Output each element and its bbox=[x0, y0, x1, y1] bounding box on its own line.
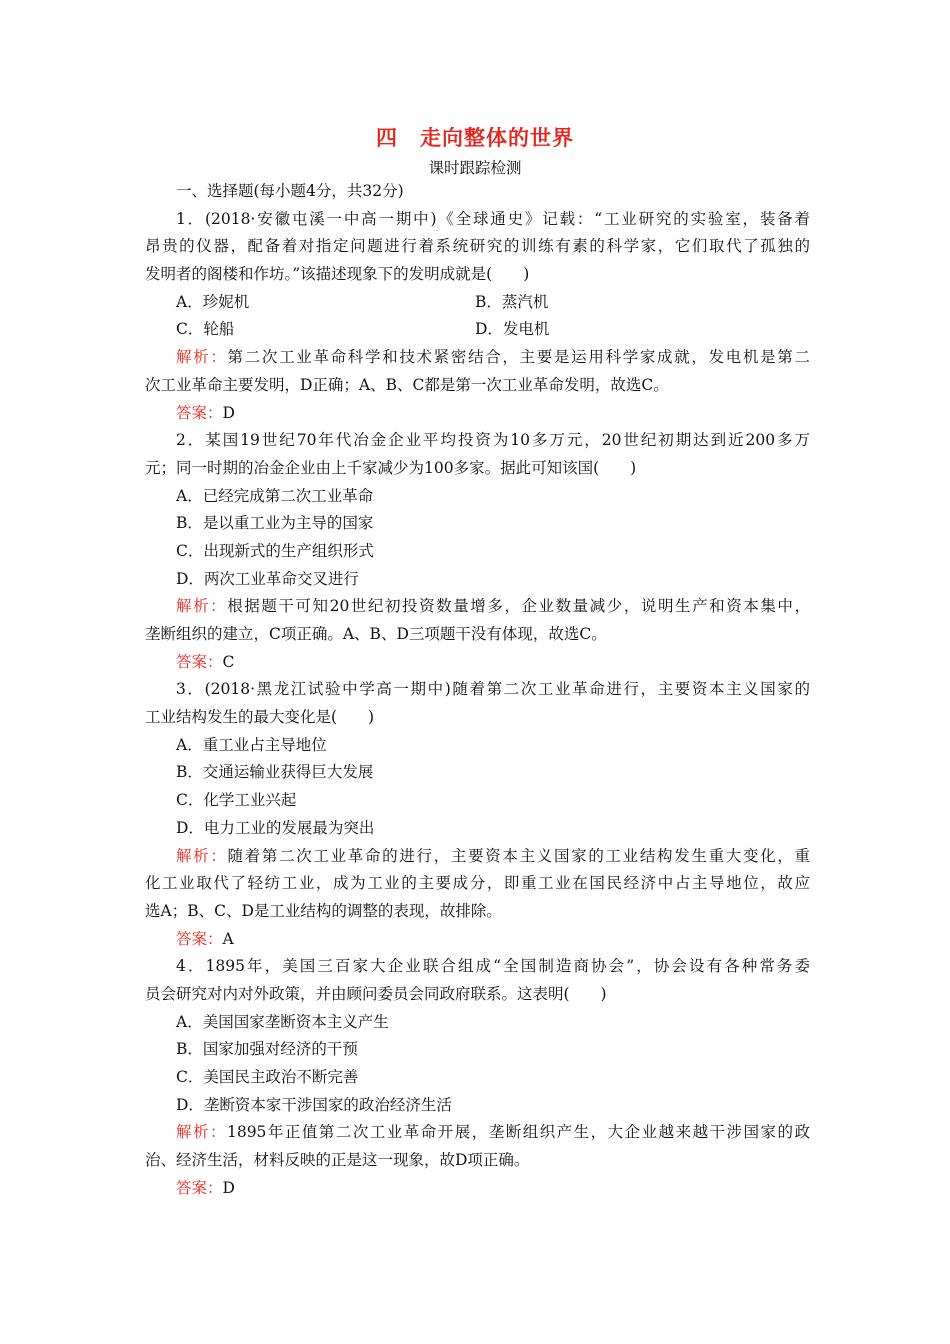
option-a: A．美国国家垄断资本主义产生 bbox=[176, 1012, 389, 1031]
question-stem-line: 元；同一时期的冶金企业由上千家减少为100多家。据此可知该国( ) bbox=[145, 458, 637, 477]
option-a: A．珍妮机 bbox=[176, 292, 250, 311]
question-list bbox=[145, 178, 810, 1202]
option-c: C．轮船 bbox=[176, 320, 235, 339]
option-row bbox=[145, 316, 810, 344]
answer-line bbox=[145, 649, 810, 677]
option-a: A．已经完成第二次工业革命 bbox=[176, 486, 374, 505]
question-stem-line: 昂贵的仪器，配备着对指定问题进行着系统研究的训练有素的科学家，它们取代了孤独的 bbox=[145, 237, 810, 256]
answer-label: 答案： bbox=[176, 652, 223, 671]
answer-line bbox=[145, 1175, 810, 1203]
question-1 bbox=[145, 206, 810, 428]
analysis-line bbox=[145, 1119, 810, 1147]
option-a: A．重工业占主导地位 bbox=[176, 735, 327, 754]
analysis-text: 1895年正值第二次工业革命开展，垄断组织产生，大企业越来越干涉国家的政 bbox=[226, 1123, 810, 1142]
analysis-label: 解析： bbox=[176, 846, 228, 865]
option-b: B．交通运输业获得巨大发展 bbox=[176, 763, 374, 782]
option-b: B．蒸汽机 bbox=[475, 292, 549, 311]
option-d: D．垄断资本家干涉国家的政治经济生活 bbox=[176, 1095, 452, 1114]
analysis-line: 次工业革命主要发明，D正确；A、B、C都是第一次工业革命发明，故选C。 bbox=[145, 375, 669, 394]
question-3 bbox=[145, 676, 810, 953]
title-number: 四 bbox=[376, 125, 398, 150]
analysis-label: 解析： bbox=[176, 348, 228, 367]
analysis-text: 根据题干可知20世纪初投资数量增多，企业数量减少，说明生产和资本集中， bbox=[227, 597, 810, 616]
option-b: B．国家加强对经济的干预 bbox=[176, 1040, 358, 1059]
answer-label: 答案： bbox=[176, 403, 223, 422]
answer-line bbox=[145, 926, 810, 954]
option-row bbox=[145, 289, 810, 317]
option-d: D．两次工业革命交叉进行 bbox=[176, 569, 359, 588]
question-stem-line: 员会研究对内对外政策，并由顾问委员会同政府联系。这表明( ) bbox=[145, 984, 607, 1003]
question-stem-line: 2．某国19世纪70年代冶金企业平均投资为10多万元，20世纪初期达到近200多万 bbox=[176, 431, 810, 450]
option-d: D．电力工业的发展最为突出 bbox=[176, 818, 375, 837]
answer-value: C bbox=[222, 652, 235, 671]
analysis-label: 解析： bbox=[176, 1123, 227, 1142]
analysis-text: 第二次工业革命科学和技术紧密结合，主要是运用科学家成就，发电机是第二 bbox=[227, 348, 810, 367]
answer-value: D bbox=[222, 403, 235, 422]
page-subtitle: 课时跟踪检测 bbox=[428, 159, 522, 177]
analysis-line: 化工业取代了轻纺工业，成为工业的主要成分，即重工业在国民经济中占主导地位，故应 bbox=[145, 874, 810, 893]
answer-value: D bbox=[222, 1178, 235, 1197]
question-stem-line: 3．(2018·黑龙江试验中学高一期中)随着第二次工业革命进行，主要资本主义国家的 bbox=[176, 680, 810, 699]
question-stem-line: 工业结构发生的最大变化是( ) bbox=[145, 708, 375, 727]
question-stem-line: 4．1895年，美国三百家大企业联合组成“全国制造商协会”，协会设有各种常务委 bbox=[176, 957, 810, 976]
analysis-line: 选A；B、C、D是工业结构的调整的表现，故排除。 bbox=[145, 901, 502, 920]
question-stem-line: 1．(2018·安徽屯溪一中高一期中)《全球通史》记载：“工业研究的实验室，装备着 bbox=[176, 209, 810, 228]
answer-value: A bbox=[222, 929, 234, 948]
option-d: D．发电机 bbox=[475, 320, 550, 339]
option-c: C．化学工业兴起 bbox=[176, 791, 297, 810]
analysis-line: 治、经济生活，材料反映的正是这一现象，故D项正确。 bbox=[145, 1151, 530, 1170]
answer-label: 答案： bbox=[176, 1178, 223, 1197]
analysis-line bbox=[145, 593, 810, 621]
analysis-line bbox=[145, 843, 810, 871]
title-text: 走向整体的世界 bbox=[420, 125, 574, 150]
analysis-line bbox=[145, 344, 810, 372]
section-heading: 一、选择题(每小题4分，共32分) bbox=[176, 182, 404, 200]
option-b: B．是以重工业为主导的国家 bbox=[176, 514, 374, 533]
question-2 bbox=[145, 427, 810, 676]
answer-line bbox=[145, 400, 810, 428]
question-4 bbox=[145, 953, 810, 1202]
analysis-line: 垄断组织的建立，C项正确。A、B、D三项题干没有体现，故选C。 bbox=[145, 625, 607, 643]
analysis-label: 解析： bbox=[176, 597, 228, 616]
answer-label: 答案： bbox=[176, 929, 223, 948]
question-stem-line: 发明者的阁楼和作坊。”该描述现象下的发明成就是( ) bbox=[145, 265, 530, 284]
page-title bbox=[0, 122, 950, 152]
analysis-text: 随着第二次工业革命的进行，主要资本主义国家的工业结构发生重大变化，重 bbox=[227, 846, 810, 865]
option-c: C．出现新式的生产组织形式 bbox=[176, 541, 374, 560]
option-c: C．美国民主政治不断完善 bbox=[176, 1068, 359, 1086]
